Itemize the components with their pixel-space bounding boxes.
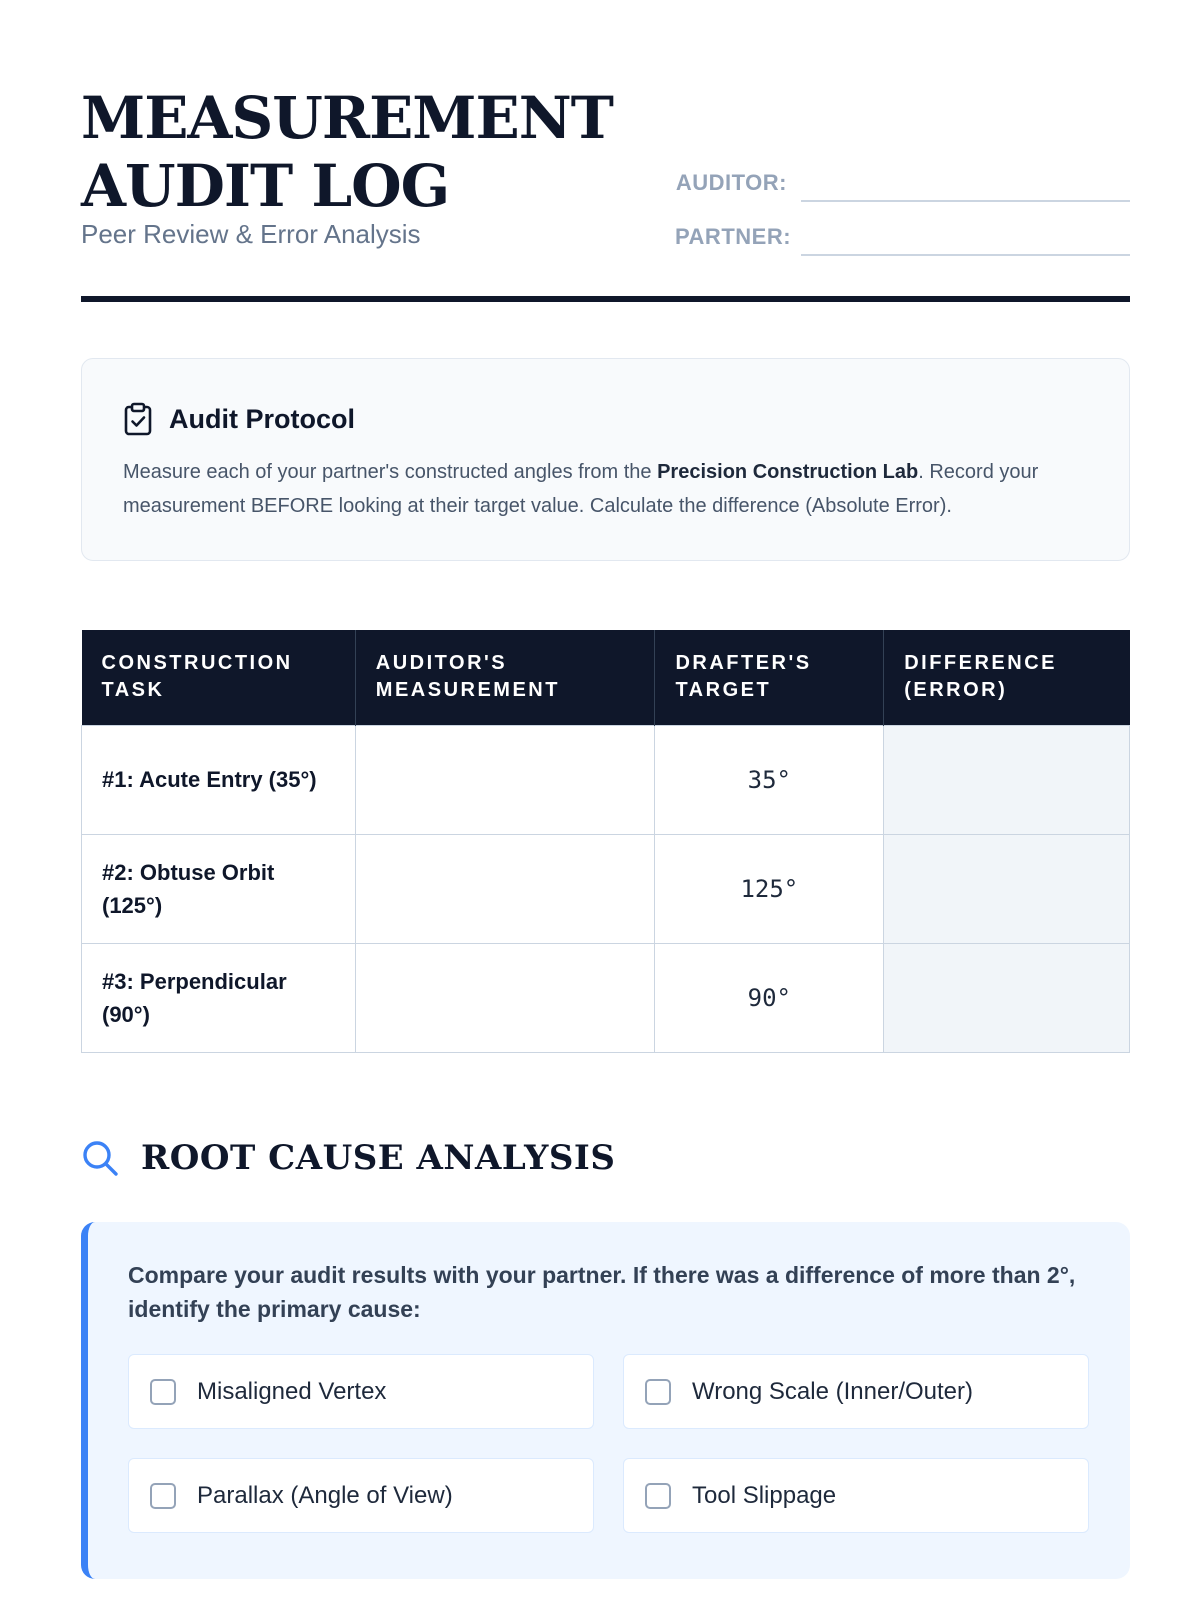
- title-line-1: MEASUREMENT: [81, 84, 613, 152]
- auditor-input-line[interactable]: [801, 162, 1130, 202]
- cause-options: [128, 1354, 1090, 1533]
- header-difference-error: DIFFERENCE (ERROR): [884, 630, 1130, 725]
- option-parallax[interactable]: [128, 1458, 594, 1533]
- table-header-row: [82, 630, 1130, 725]
- measurement-cell[interactable]: [355, 943, 655, 1052]
- table-row: [82, 834, 1130, 943]
- difference-cell[interactable]: [884, 834, 1130, 943]
- table-row: [82, 943, 1130, 1052]
- table-row: [82, 725, 1130, 834]
- name-fields: [675, 160, 1130, 268]
- task-cell: #3: Perpendicular (90°): [82, 943, 356, 1052]
- auditor-label: AUDITOR:: [675, 170, 787, 195]
- partner-input-line[interactable]: [801, 216, 1130, 256]
- protocol-text-end: . Record your measurement BEFORE looking at their target value. Calculate the difference (Absolute Error).: [123, 461, 1039, 517]
- difference-cell[interactable]: [884, 725, 1130, 834]
- checkbox[interactable]: [645, 1483, 671, 1509]
- target-cell: 90°: [655, 943, 884, 1052]
- header-auditor-measurement: AUDITOR'S MEASUREMENT: [355, 630, 655, 725]
- option-label: Parallax (Angle of View): [197, 1481, 453, 1509]
- option-misaligned-vertex[interactable]: [128, 1354, 594, 1429]
- option-wrong-scale[interactable]: [623, 1354, 1089, 1429]
- partner-label: PARTNER:: [675, 224, 792, 249]
- option-label: Tool Slippage: [692, 1481, 837, 1509]
- root-cause-title: ROOT CAUSE ANALYSIS: [141, 1138, 616, 1178]
- option-label: Wrong Scale (Inner/Outer): [692, 1377, 974, 1405]
- protocol-text-start: Measure each of your partner's constructed angles from the: [123, 461, 658, 483]
- protocol-lab-name: Precision Construction Lab: [657, 461, 919, 483]
- option-label: Misaligned Vertex: [197, 1377, 387, 1405]
- page-header: [81, 0, 1130, 305]
- page-subtitle: Peer Review & Error Analysis: [81, 219, 421, 249]
- clipboard-check-icon: [123, 402, 153, 436]
- page-title: [81, 84, 613, 220]
- auditor-field-row: [675, 160, 1130, 202]
- protocol-title: Audit Protocol: [169, 403, 355, 434]
- partner-field-row: [675, 214, 1130, 256]
- audit-log-page: [81, 0, 1130, 1509]
- task-cell: #1: Acute Entry (35°): [82, 725, 356, 834]
- target-cell: 125°: [655, 834, 884, 943]
- header-construction-task: CONSTRUCTION TASK: [82, 630, 356, 725]
- measurement-cell[interactable]: [355, 725, 655, 834]
- checkbox[interactable]: [645, 1379, 671, 1405]
- title-line-2: AUDIT LOG: [81, 152, 450, 220]
- root-cause-header: [81, 1138, 615, 1178]
- header-divider: [81, 296, 1130, 302]
- checkbox[interactable]: [150, 1379, 176, 1405]
- audit-protocol-box: [81, 358, 1130, 561]
- task-cell: #2: Obtuse Orbit (125°): [82, 834, 356, 943]
- protocol-header: [123, 399, 1089, 439]
- root-cause-box: [81, 1222, 1130, 1579]
- header-drafter-target: DRAFTER'S TARGET: [655, 630, 884, 725]
- search-icon: [81, 1139, 119, 1177]
- difference-cell[interactable]: [884, 943, 1130, 1052]
- measurement-cell[interactable]: [355, 834, 655, 943]
- target-cell: 35°: [655, 725, 884, 834]
- audit-table: [81, 630, 1130, 1053]
- option-tool-slippage[interactable]: [623, 1458, 1089, 1533]
- protocol-instructions: [123, 455, 1089, 523]
- checkbox[interactable]: [150, 1483, 176, 1509]
- root-cause-prompt: Compare your audit results with your partner. If there was a difference of more than 2°, identify the primary cause:: [128, 1262, 1076, 1322]
